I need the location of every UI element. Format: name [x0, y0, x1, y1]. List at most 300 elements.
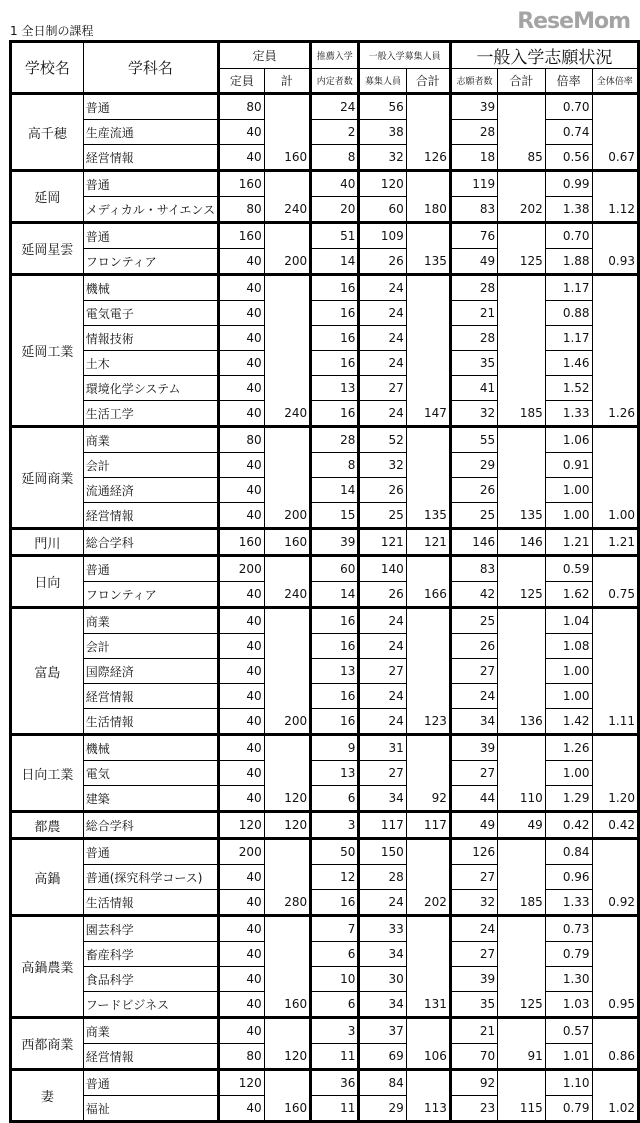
shigan: 39: [450, 94, 497, 120]
header-school: 学校名: [11, 42, 84, 94]
teiin: 40: [219, 301, 265, 326]
shigan-total: [498, 376, 546, 401]
naitei: 28: [311, 427, 359, 453]
header-bairitsu: 倍率: [545, 69, 592, 94]
bairitsu: 1.04: [545, 608, 592, 634]
teiin-total: 120: [264, 1044, 310, 1070]
teiin-total: 280: [264, 890, 310, 916]
dept-name: 普通: [83, 839, 218, 865]
bairitsu: 1.62: [545, 582, 592, 608]
teiin: 120: [219, 1070, 265, 1096]
naitei: 8: [311, 453, 359, 478]
boshu-total: [406, 556, 450, 582]
zentai-bairitsu: 1.02: [592, 1096, 638, 1122]
boshu: 24: [359, 351, 406, 376]
boshu: 26: [359, 249, 406, 275]
shigan: 49: [450, 812, 497, 839]
dept-name: 経営情報: [83, 1044, 218, 1070]
shigan: 41: [450, 376, 497, 401]
boshu-total: [406, 1018, 450, 1044]
table-row: [11, 223, 639, 249]
bairitsu: 1.38: [545, 197, 592, 223]
bairitsu: 1.00: [545, 659, 592, 684]
boshu: 34: [359, 942, 406, 967]
table-row: [11, 634, 639, 659]
bairitsu: 1.46: [545, 351, 592, 376]
boshu: 24: [359, 709, 406, 735]
teiin: 40: [219, 890, 265, 916]
header-shigan-total: 合計: [498, 69, 546, 94]
bairitsu: 1.88: [545, 249, 592, 275]
naitei: 13: [311, 376, 359, 401]
shigan-total: [498, 1070, 546, 1096]
teiin-total: [264, 735, 310, 761]
shigan-total: [498, 171, 546, 197]
dept-name: 経営情報: [83, 503, 218, 529]
naitei: 8: [311, 145, 359, 171]
shigan: 49: [450, 249, 497, 275]
shigan-total: [498, 761, 546, 786]
boshu-total: [406, 659, 450, 684]
shigan-total: [498, 478, 546, 503]
dept-name: 総合学科: [83, 529, 218, 556]
boshu-total: [406, 865, 450, 890]
boshu: 117: [359, 812, 406, 839]
header-ippan-boshu: 一般入学募集人員: [359, 42, 451, 69]
teiin-total: [264, 556, 310, 582]
shigan: 83: [450, 197, 497, 223]
boshu: 60: [359, 197, 406, 223]
shigan-total: [498, 942, 546, 967]
naitei: 16: [311, 275, 359, 301]
shigan-total: [498, 275, 546, 301]
naitei: 20: [311, 197, 359, 223]
shigan-total: 49: [498, 812, 546, 839]
zentai-bairitsu: 1.21: [592, 529, 638, 556]
boshu: 27: [359, 659, 406, 684]
shigan-total: 202: [498, 197, 546, 223]
shigan: 27: [450, 761, 497, 786]
header-shigan-group: 一般入学志願状況: [450, 42, 638, 69]
table-row: [11, 249, 639, 275]
naitei: 2: [311, 120, 359, 145]
table-row: [11, 503, 639, 529]
boshu: 24: [359, 684, 406, 709]
school-name: 門川: [11, 529, 84, 556]
naitei: 16: [311, 351, 359, 376]
header-boshu: 募集人員: [359, 69, 406, 94]
boshu-total: [406, 223, 450, 249]
naitei: 16: [311, 890, 359, 916]
boshu-total: [406, 634, 450, 659]
shigan-total: 185: [498, 401, 546, 427]
table-row: [11, 326, 639, 351]
school-name: 西都商業: [11, 1018, 84, 1070]
teiin-total: 160: [264, 1096, 310, 1122]
dept-name: フードビジネス: [83, 992, 218, 1018]
boshu-total: [406, 326, 450, 351]
shigan-total: [498, 839, 546, 865]
dept-name: 商業: [83, 1018, 218, 1044]
bairitsu: 1.29: [545, 786, 592, 812]
naitei: 16: [311, 326, 359, 351]
bairitsu: 1.10: [545, 1070, 592, 1096]
teiin-total: [264, 275, 310, 301]
school-name: 延岡: [11, 171, 84, 223]
teiin-total: [264, 659, 310, 684]
boshu-total: [406, 376, 450, 401]
zentai-bairitsu: [592, 659, 638, 684]
bairitsu: 1.01: [545, 1044, 592, 1070]
boshu-total: 126: [406, 145, 450, 171]
boshu-total: [406, 916, 450, 942]
shigan: 27: [450, 942, 497, 967]
boshu-total: 180: [406, 197, 450, 223]
boshu: 33: [359, 916, 406, 942]
shigan-total: 185: [498, 890, 546, 916]
shigan: 25: [450, 503, 497, 529]
teiin: 160: [219, 223, 265, 249]
boshu-total: [406, 942, 450, 967]
naitei: 16: [311, 634, 359, 659]
dept-name: 商業: [83, 427, 218, 453]
shigan-total: [498, 608, 546, 634]
boshu: 24: [359, 401, 406, 427]
bairitsu: 0.70: [545, 94, 592, 120]
table-row: [11, 1070, 639, 1096]
boshu: 32: [359, 453, 406, 478]
teiin-total: [264, 223, 310, 249]
teiin-total: [264, 171, 310, 197]
bairitsu: 1.06: [545, 427, 592, 453]
teiin-total: [264, 839, 310, 865]
bairitsu: 0.56: [545, 145, 592, 171]
shigan-total: 91: [498, 1044, 546, 1070]
table-row: [11, 761, 639, 786]
teiin: 40: [219, 684, 265, 709]
boshu-total: 121: [406, 529, 450, 556]
shigan: 24: [450, 684, 497, 709]
teiin-total: 200: [264, 249, 310, 275]
dept-name: 福祉: [83, 1096, 218, 1122]
shigan: 24: [450, 916, 497, 942]
shigan-total: [498, 684, 546, 709]
bairitsu: 0.91: [545, 453, 592, 478]
table-row: [11, 453, 639, 478]
bairitsu: 0.74: [545, 120, 592, 145]
dept-name: フロンティア: [83, 249, 218, 275]
table-row: [11, 735, 639, 761]
bairitsu: 0.99: [545, 171, 592, 197]
zentai-bairitsu: [592, 376, 638, 401]
zentai-bairitsu: [592, 839, 638, 865]
teiin-total: [264, 351, 310, 376]
teiin-total: [264, 684, 310, 709]
naitei: 3: [311, 1018, 359, 1044]
shigan: 44: [450, 786, 497, 812]
shigan: 34: [450, 709, 497, 735]
header-teiin: 定員: [219, 69, 265, 94]
boshu-total: [406, 608, 450, 634]
table-row: [11, 890, 639, 916]
naitei: 14: [311, 249, 359, 275]
shigan-total: 85: [498, 145, 546, 171]
shigan: 28: [450, 275, 497, 301]
shigan-total: 136: [498, 709, 546, 735]
dept-name: 普通: [83, 1070, 218, 1096]
teiin-total: [264, 865, 310, 890]
naitei: 6: [311, 786, 359, 812]
school-name: 日向: [11, 556, 84, 608]
boshu-total: [406, 967, 450, 992]
shigan: 27: [450, 659, 497, 684]
school-name: 日向工業: [11, 735, 84, 812]
boshu-total: 135: [406, 503, 450, 529]
table-row: [11, 351, 639, 376]
shigan: 119: [450, 171, 497, 197]
teiin-total: [264, 1070, 310, 1096]
teiin: 40: [219, 659, 265, 684]
shigan-total: [498, 1018, 546, 1044]
dept-name: 普通: [83, 223, 218, 249]
zentai-bairitsu: [592, 326, 638, 351]
table-row: [11, 992, 639, 1018]
table-row: [11, 94, 639, 120]
teiin: 40: [219, 967, 265, 992]
teiin-total: 240: [264, 582, 310, 608]
table-row: [11, 709, 639, 735]
bairitsu: 1.00: [545, 684, 592, 709]
table-row: [11, 1018, 639, 1044]
dept-name: 生活情報: [83, 709, 218, 735]
shigan-total: [498, 916, 546, 942]
zentai-bairitsu: 0.42: [592, 812, 638, 839]
zentai-bairitsu: [592, 556, 638, 582]
header-teiin-group: 定員: [219, 42, 311, 69]
boshu-total: 92: [406, 786, 450, 812]
boshu: 37: [359, 1018, 406, 1044]
naitei: 13: [311, 659, 359, 684]
zentai-bairitsu: [592, 967, 638, 992]
boshu: 24: [359, 890, 406, 916]
zentai-bairitsu: [592, 608, 638, 634]
school-name: 高千穂: [11, 94, 84, 171]
shigan: 28: [450, 120, 497, 145]
shigan-total: [498, 659, 546, 684]
teiin: 80: [219, 1044, 265, 1070]
teiin: 40: [219, 503, 265, 529]
shigan: 42: [450, 582, 497, 608]
dept-name: 商業: [83, 608, 218, 634]
boshu-total: 202: [406, 890, 450, 916]
shigan: 35: [450, 351, 497, 376]
boshu: 69: [359, 1044, 406, 1070]
teiin: 40: [219, 145, 265, 171]
naitei: 13: [311, 761, 359, 786]
zentai-bairitsu: [592, 94, 638, 120]
shigan-total: 135: [498, 503, 546, 529]
teiin: 80: [219, 94, 265, 120]
table-row: [11, 478, 639, 503]
dept-name: 総合学科: [83, 812, 218, 839]
dept-name: 流通経済: [83, 478, 218, 503]
dept-name: 電気: [83, 761, 218, 786]
shigan-total: [498, 223, 546, 249]
zentai-bairitsu: [592, 351, 638, 376]
teiin-total: 120: [264, 786, 310, 812]
table-row: [11, 1096, 639, 1122]
boshu: 120: [359, 171, 406, 197]
teiin: 160: [219, 171, 265, 197]
teiin-total: [264, 967, 310, 992]
naitei: 6: [311, 992, 359, 1018]
naitei: 60: [311, 556, 359, 582]
teiin: 40: [219, 709, 265, 735]
boshu: 84: [359, 1070, 406, 1096]
naitei: 11: [311, 1044, 359, 1070]
boshu: 140: [359, 556, 406, 582]
dept-name: 情報技術: [83, 326, 218, 351]
school-name: 妻: [11, 1070, 84, 1122]
bairitsu: 1.00: [545, 503, 592, 529]
teiin: 80: [219, 197, 265, 223]
teiin-total: [264, 326, 310, 351]
school-name: 延岡商業: [11, 427, 84, 529]
header-dept: 学科名: [83, 42, 218, 94]
shigan: 92: [450, 1070, 497, 1096]
naitei: 16: [311, 684, 359, 709]
teiin: 120: [219, 812, 265, 839]
zentai-bairitsu: 1.12: [592, 197, 638, 223]
zentai-bairitsu: 1.11: [592, 709, 638, 735]
bairitsu: 0.42: [545, 812, 592, 839]
boshu: 24: [359, 634, 406, 659]
zentai-bairitsu: [592, 916, 638, 942]
zentai-bairitsu: [592, 478, 638, 503]
zentai-bairitsu: 0.95: [592, 992, 638, 1018]
boshu: 24: [359, 301, 406, 326]
zentai-bairitsu: [592, 171, 638, 197]
section-title: 1 全日制の課程: [10, 24, 94, 38]
bairitsu: 1.42: [545, 709, 592, 735]
zentai-bairitsu: 0.93: [592, 249, 638, 275]
boshu-total: 166: [406, 582, 450, 608]
watermark-logo: ReseMom: [517, 9, 630, 34]
boshu: 27: [359, 376, 406, 401]
shigan-total: [498, 967, 546, 992]
naitei: 10: [311, 967, 359, 992]
naitei: 14: [311, 582, 359, 608]
table-row: [11, 275, 639, 301]
teiin: 40: [219, 608, 265, 634]
teiin-total: 160: [264, 992, 310, 1018]
shigan-total: [498, 427, 546, 453]
zentai-bairitsu: [592, 301, 638, 326]
dept-name: 国際経済: [83, 659, 218, 684]
zentai-bairitsu: [592, 223, 638, 249]
bairitsu: 1.17: [545, 275, 592, 301]
boshu: 29: [359, 1096, 406, 1122]
naitei: 50: [311, 839, 359, 865]
table-row: [11, 376, 639, 401]
table-row: [11, 171, 639, 197]
boshu-total: 147: [406, 401, 450, 427]
table-row: [11, 659, 639, 684]
teiin: 40: [219, 249, 265, 275]
table-row: [11, 942, 639, 967]
dept-name: 普通: [83, 171, 218, 197]
shigan: 126: [450, 839, 497, 865]
shigan: 39: [450, 967, 497, 992]
dept-name: 食品科学: [83, 967, 218, 992]
bairitsu: 0.96: [545, 865, 592, 890]
table-row: [11, 812, 639, 839]
teiin: 80: [219, 427, 265, 453]
bairitsu: 1.00: [545, 761, 592, 786]
boshu: 24: [359, 326, 406, 351]
table-row: [11, 556, 639, 582]
zentai-bairitsu: [592, 942, 638, 967]
shigan: 21: [450, 1018, 497, 1044]
zentai-bairitsu: [592, 427, 638, 453]
bairitsu: 1.26: [545, 735, 592, 761]
bairitsu: 0.88: [545, 301, 592, 326]
naitei: 7: [311, 916, 359, 942]
boshu-total: 131: [406, 992, 450, 1018]
shigan: 32: [450, 401, 497, 427]
zentai-bairitsu: 1.26: [592, 401, 638, 427]
teiin: 40: [219, 865, 265, 890]
zentai-bairitsu: [592, 1070, 638, 1096]
bairitsu: 1.00: [545, 478, 592, 503]
naitei: 16: [311, 301, 359, 326]
boshu-total: 123: [406, 709, 450, 735]
zentai-bairitsu: 1.20: [592, 786, 638, 812]
boshu-total: [406, 761, 450, 786]
dept-name: 経営情報: [83, 684, 218, 709]
table-row: [11, 1044, 639, 1070]
bairitsu: 0.73: [545, 916, 592, 942]
shigan: 23: [450, 1096, 497, 1122]
boshu-total: [406, 427, 450, 453]
naitei: 12: [311, 865, 359, 890]
table-row: [11, 529, 639, 556]
dept-name: 建築: [83, 786, 218, 812]
teiin-total: [264, 120, 310, 145]
teiin-total: 200: [264, 503, 310, 529]
teiin-total: [264, 634, 310, 659]
bairitsu: 1.33: [545, 890, 592, 916]
teiin-total: [264, 94, 310, 120]
boshu: 121: [359, 529, 406, 556]
zentai-bairitsu: 0.75: [592, 582, 638, 608]
shigan-total: [498, 634, 546, 659]
shigan-total: [498, 556, 546, 582]
zentai-bairitsu: [592, 275, 638, 301]
naitei: 15: [311, 503, 359, 529]
header-suisen-top: 推薦入学: [311, 42, 359, 69]
school-name: 高鍋農業: [11, 916, 84, 1018]
shigan: 35: [450, 992, 497, 1018]
boshu-total: [406, 478, 450, 503]
dept-name: 普通: [83, 94, 218, 120]
naitei: 11: [311, 1096, 359, 1122]
shigan: 29: [450, 453, 497, 478]
table-row: [11, 839, 639, 865]
dept-name: 畜産科学: [83, 942, 218, 967]
shigan: 39: [450, 735, 497, 761]
teiin: 40: [219, 1018, 265, 1044]
